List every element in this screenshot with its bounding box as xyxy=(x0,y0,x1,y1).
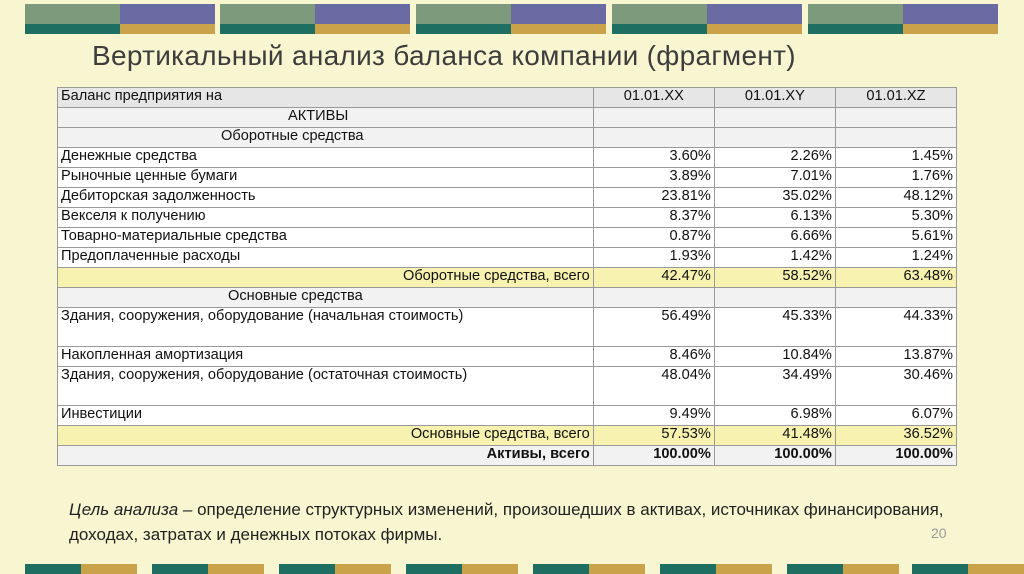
subtotal-value: 36.52% xyxy=(835,426,956,446)
total-value: 100.00% xyxy=(593,446,714,466)
row-value: 45.33% xyxy=(714,308,835,347)
header-date: 01.01.XY xyxy=(714,88,835,108)
table-row xyxy=(58,168,957,188)
decor-block xyxy=(25,564,137,574)
decor-block xyxy=(416,4,606,34)
slide-title: Вертикальный анализ баланса компании (фрагмент) xyxy=(92,40,796,71)
subtotal-value: 57.53% xyxy=(593,426,714,446)
table-row xyxy=(58,208,957,228)
row-label: Товарно-материальные средства xyxy=(58,228,594,248)
row-value: 8.37% xyxy=(593,208,714,228)
table-row xyxy=(58,406,957,426)
row-value: 1.24% xyxy=(835,248,956,268)
table-row xyxy=(58,148,957,168)
subtotal-value: 42.47% xyxy=(593,268,714,288)
row-value: 8.46% xyxy=(593,347,714,367)
row-value: 6.66% xyxy=(714,228,835,248)
table-row xyxy=(58,367,957,406)
row-value: 7.01% xyxy=(714,168,835,188)
row-label: Предоплаченные расходы xyxy=(58,248,594,268)
header-date: 01.01.XZ xyxy=(835,88,956,108)
row-value: 34.49% xyxy=(714,367,835,406)
decor-block xyxy=(660,564,772,574)
table-row xyxy=(58,248,957,268)
decor-block xyxy=(612,4,802,34)
table-row xyxy=(58,347,957,367)
section-title-current: Оборотные средства xyxy=(58,128,594,148)
table-row xyxy=(58,228,957,248)
row-value: 1.76% xyxy=(835,168,956,188)
header-label: Баланс предприятия на xyxy=(58,88,594,108)
decor-block xyxy=(220,4,410,34)
section-row-current xyxy=(58,128,957,148)
bottom-decor-band xyxy=(0,564,1024,574)
page-number: 20 xyxy=(931,525,947,541)
total-value: 100.00% xyxy=(835,446,956,466)
total-row-assets xyxy=(58,446,957,466)
row-label: Инвестиции xyxy=(58,406,594,426)
row-label: Рыночные ценные бумаги xyxy=(58,168,594,188)
section-title-assets: АКТИВЫ xyxy=(58,108,594,128)
subtotal-value: 58.52% xyxy=(714,268,835,288)
table-row xyxy=(58,188,957,208)
row-value: 44.33% xyxy=(835,308,956,347)
subtotal-value: 63.48% xyxy=(835,268,956,288)
row-value: 6.13% xyxy=(714,208,835,228)
row-label: Здания, сооружения, оборудование (начальная стоимость) xyxy=(58,308,594,347)
row-value: 3.60% xyxy=(593,148,714,168)
row-value: 1.42% xyxy=(714,248,835,268)
row-value: 6.98% xyxy=(714,406,835,426)
section-row-assets xyxy=(58,108,957,128)
decor-block xyxy=(25,4,215,34)
row-value: 10.84% xyxy=(714,347,835,367)
section-title-fixed: Основные средства xyxy=(58,288,594,308)
decor-block xyxy=(152,564,264,574)
table-header-row xyxy=(58,88,957,108)
section-row-fixed xyxy=(58,288,957,308)
row-label: Здания, сооружения, оборудование (остаточная стоимость) xyxy=(58,367,594,406)
subtotal-label: Основные средства, всего xyxy=(58,426,594,446)
row-value: 56.49% xyxy=(593,308,714,347)
row-value: 35.02% xyxy=(714,188,835,208)
goal-lead: Цель анализа – xyxy=(69,500,193,519)
balance-table xyxy=(57,87,957,466)
header-date: 01.01.XX xyxy=(593,88,714,108)
decor-block xyxy=(279,564,391,574)
subtotal-row-fixed xyxy=(58,426,957,446)
row-value: 9.49% xyxy=(593,406,714,426)
row-value: 23.81% xyxy=(593,188,714,208)
subtotal-label: Оборотные средства, всего xyxy=(58,268,594,288)
subtotal-row-current xyxy=(58,268,957,288)
row-value: 5.30% xyxy=(835,208,956,228)
row-value: 13.87% xyxy=(835,347,956,367)
row-value: 1.93% xyxy=(593,248,714,268)
row-value: 30.46% xyxy=(835,367,956,406)
row-value: 48.04% xyxy=(593,367,714,406)
decor-block xyxy=(406,564,518,574)
row-value: 48.12% xyxy=(835,188,956,208)
decor-block xyxy=(808,4,998,34)
goal-body: определение структурных изменений, произошедших в активах, источниках финансирования, доходах, затратах и денежных потоках фирмы. xyxy=(69,500,944,544)
subtotal-value: 41.48% xyxy=(714,426,835,446)
analysis-goal-text xyxy=(69,497,969,547)
row-value: 6.07% xyxy=(835,406,956,426)
decor-block xyxy=(533,564,645,574)
row-value: 2.26% xyxy=(714,148,835,168)
table-row xyxy=(58,308,957,347)
total-label: Активы, всего xyxy=(58,446,594,466)
row-label: Накопленная амортизация xyxy=(58,347,594,367)
total-value: 100.00% xyxy=(714,446,835,466)
row-value: 1.45% xyxy=(835,148,956,168)
decor-block xyxy=(787,564,899,574)
row-label: Денежные средства xyxy=(58,148,594,168)
row-label: Дебиторская задолженность xyxy=(58,188,594,208)
row-value: 0.87% xyxy=(593,228,714,248)
row-value: 3.89% xyxy=(593,168,714,188)
row-value: 5.61% xyxy=(835,228,956,248)
top-decor-band xyxy=(0,4,1024,34)
decor-block xyxy=(912,564,1024,574)
row-label: Векселя к получению xyxy=(58,208,594,228)
